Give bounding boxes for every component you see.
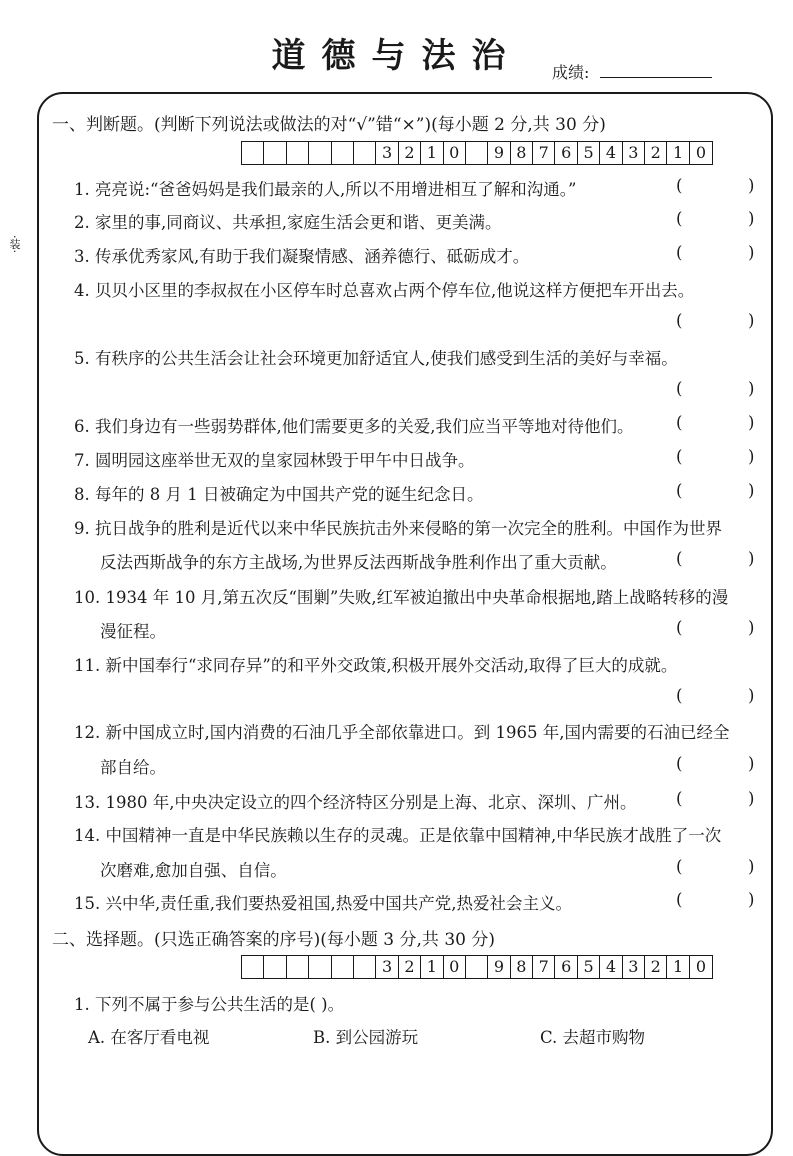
- answer-paren-close-2: ): [748, 209, 755, 228]
- answer-paren-close-10: ): [748, 618, 755, 637]
- binding-mark: ·装·: [8, 235, 21, 253]
- answer-paren-close-6: ): [748, 413, 755, 432]
- answer-paren-open-11[interactable]: (: [676, 686, 683, 705]
- grid-cell: 0: [695, 143, 707, 162]
- grid-cell: 3: [623, 142, 645, 164]
- answer-paren-open-9[interactable]: (: [676, 549, 683, 568]
- question-9-line-2: 反法西斯战争的东方主战场,为世界反法西斯战争胜利作出了重大贡献。: [100, 553, 617, 572]
- grid-cell: 2: [645, 142, 667, 164]
- grid-cell: 2: [645, 956, 667, 978]
- grid-cell: 1: [667, 142, 689, 164]
- question-7-line-1: 7. 圆明园这座举世无双的皇家园林毁于甲午中日战争。: [74, 451, 475, 470]
- page-title: 道德与法治: [271, 36, 522, 76]
- answer-paren-close-4: ): [748, 311, 755, 330]
- answer-paren-close-1: ): [748, 176, 755, 195]
- grid-cell: [354, 956, 376, 978]
- grid-cell: [264, 142, 286, 164]
- question-10-line-2: 漫征程。: [100, 622, 166, 641]
- question-2-line-1: 2. 家里的事,同商议、共承担,家庭生活会更和谐、更美满。: [74, 213, 502, 232]
- score-blank[interactable]: [600, 77, 712, 78]
- question-15-line-1: 15. 兴中华,责任重,我们要热爱祖国,热爱中国共产党,热爱社会主义。: [74, 894, 572, 913]
- answer-paren-close-7: ): [748, 447, 755, 466]
- grid-cell: [287, 142, 309, 164]
- grid-cell: 0: [444, 142, 466, 164]
- question-4-line-1: 4. 贝贝小区里的李叔叔在小区停车时总喜欢占两个停车位,他说这样方便把车开出去。: [74, 281, 695, 300]
- answer-paren-close-9: ): [748, 549, 755, 568]
- grid-cell: [242, 956, 264, 978]
- grid-cell: 7: [533, 142, 555, 164]
- grid-cell: 6: [555, 142, 577, 164]
- section1-heading: 一、判断题。(判断下列说法或做法的对“√”错“×”)(每小题 2 分,共 30 分): [52, 115, 606, 135]
- grid-cell: 4: [600, 956, 622, 978]
- question-5-line-1: 5. 有秩序的公共生活会让社会环境更加舒适宜人,使我们感受到生活的美好与幸福。: [74, 349, 678, 368]
- grid-cell: 2: [399, 142, 421, 164]
- grid-cell: 0: [695, 957, 707, 976]
- answer-paren-close-8: ): [748, 481, 755, 500]
- option-b[interactable]: B. 到公园游玩: [313, 1028, 419, 1047]
- question-11-line-1: 11. 新中国奉行“求同存异”的和平外交政策,积极开展外交活动,取得了巨大的成就。: [74, 656, 678, 675]
- question-8-line-1: 8. 每年的 8 月 1 日被确定为中国共产党的诞生纪念日。: [74, 485, 484, 504]
- answer-paren-open-5[interactable]: (: [676, 379, 683, 398]
- grid-cell: 6: [555, 956, 577, 978]
- answer-paren-close-3: ): [748, 243, 755, 262]
- section2-heading: 二、选择题。(只选正确答案的序号)(每小题 3 分,共 30 分): [52, 930, 495, 950]
- grid-cell: [466, 956, 488, 978]
- question-14-line-2: 次磨难,愈加自强、自信。: [100, 861, 287, 880]
- grid-cell: 5: [578, 956, 600, 978]
- question-12-line-2: 部自给。: [100, 758, 166, 777]
- answer-paren-close-13: ): [748, 789, 755, 808]
- answer-paren-open-14[interactable]: (: [676, 857, 683, 876]
- grid-cell: 9: [488, 956, 510, 978]
- score-grid-1: [241, 141, 713, 165]
- grid-cell: [354, 142, 376, 164]
- answer-paren-open-15[interactable]: (: [676, 890, 683, 909]
- grid-cell: [309, 142, 331, 164]
- answer-paren-open-3[interactable]: (: [676, 243, 683, 262]
- answer-paren-open-8[interactable]: (: [676, 481, 683, 500]
- answer-paren-open-6[interactable]: (: [676, 413, 683, 432]
- question-14-line-1: 14. 中国精神一直是中华民族赖以生存的灵魂。正是依靠中国精神,中华民族才战胜了一次: [74, 826, 722, 845]
- grid-cell: [264, 956, 286, 978]
- question-13-line-1: 13. 1980 年,中央决定设立的四个经济特区分别是上海、北京、深圳、广州。: [74, 793, 637, 812]
- option-a[interactable]: A. 在客厅看电视: [88, 1028, 210, 1047]
- grid-cell: 2: [399, 956, 421, 978]
- question-12-line-1: 12. 新中国成立时,国内消费的石油几乎全部依靠进口。到 1965 年,国内需要的石油已经全: [74, 723, 730, 742]
- grid-cell: [332, 142, 354, 164]
- grid-cell: 0: [444, 956, 466, 978]
- score-grid-2: [241, 955, 713, 979]
- grid-cell: 7: [533, 956, 555, 978]
- answer-paren-open-2[interactable]: (: [676, 209, 683, 228]
- question-9-line-1: 9. 抗日战争的胜利是近代以来中华民族抗击外来侵略的第一次完全的胜利。中国作为世界: [74, 519, 722, 538]
- answer-paren-open-1[interactable]: (: [676, 176, 683, 195]
- grid-cell: 4: [600, 142, 622, 164]
- grid-cell: 8: [511, 142, 533, 164]
- question-1-line-1: 1. 亮亮说:“爸爸妈妈是我们最亲的人,所以不用增进相互了解和沟通。”: [74, 180, 577, 199]
- answer-paren-close-12: ): [748, 754, 755, 773]
- score-label: 成绩:: [552, 63, 590, 82]
- grid-cell: 9: [488, 142, 510, 164]
- grid-cell: [242, 142, 264, 164]
- question-3-line-1: 3. 传承优秀家风,有助于我们凝聚情感、涵养德行、砥砺成才。: [74, 247, 530, 266]
- answer-paren-open-10[interactable]: (: [676, 618, 683, 637]
- grid-cell: 1: [667, 956, 689, 978]
- grid-cell: 8: [511, 956, 533, 978]
- answer-paren-close-11: ): [748, 686, 755, 705]
- answer-paren-open-4[interactable]: (: [676, 311, 683, 330]
- grid-cell: 3: [376, 956, 398, 978]
- answer-paren-close-15: ): [748, 890, 755, 909]
- answer-paren-open-7[interactable]: (: [676, 447, 683, 466]
- grid-cell: 1: [421, 956, 443, 978]
- grid-cell: 3: [623, 956, 645, 978]
- grid-cell: 5: [578, 142, 600, 164]
- grid-cell: [287, 956, 309, 978]
- grid-cell: [332, 956, 354, 978]
- question-10-line-1: 10. 1934 年 10 月,第五次反“围剿”失败,红军被迫撤出中央革命根据地,踏上战略转移的漫: [74, 588, 729, 607]
- choice-question-1: 1. 下列不属于参与公共生活的是( )。: [74, 995, 345, 1014]
- answer-paren-close-5: ): [748, 379, 755, 398]
- grid-cell: 1: [421, 142, 443, 164]
- grid-cell: [466, 142, 488, 164]
- answer-paren-open-12[interactable]: (: [676, 754, 683, 773]
- grid-cell: [309, 956, 331, 978]
- answer-paren-close-14: ): [748, 857, 755, 876]
- option-c[interactable]: C. 去超市购物: [540, 1028, 646, 1047]
- question-6-line-1: 6. 我们身边有一些弱势群体,他们需要更多的关爱,我们应当平等地对待他们。: [74, 417, 634, 436]
- answer-paren-open-13[interactable]: (: [676, 789, 683, 808]
- grid-cell: 3: [376, 142, 398, 164]
